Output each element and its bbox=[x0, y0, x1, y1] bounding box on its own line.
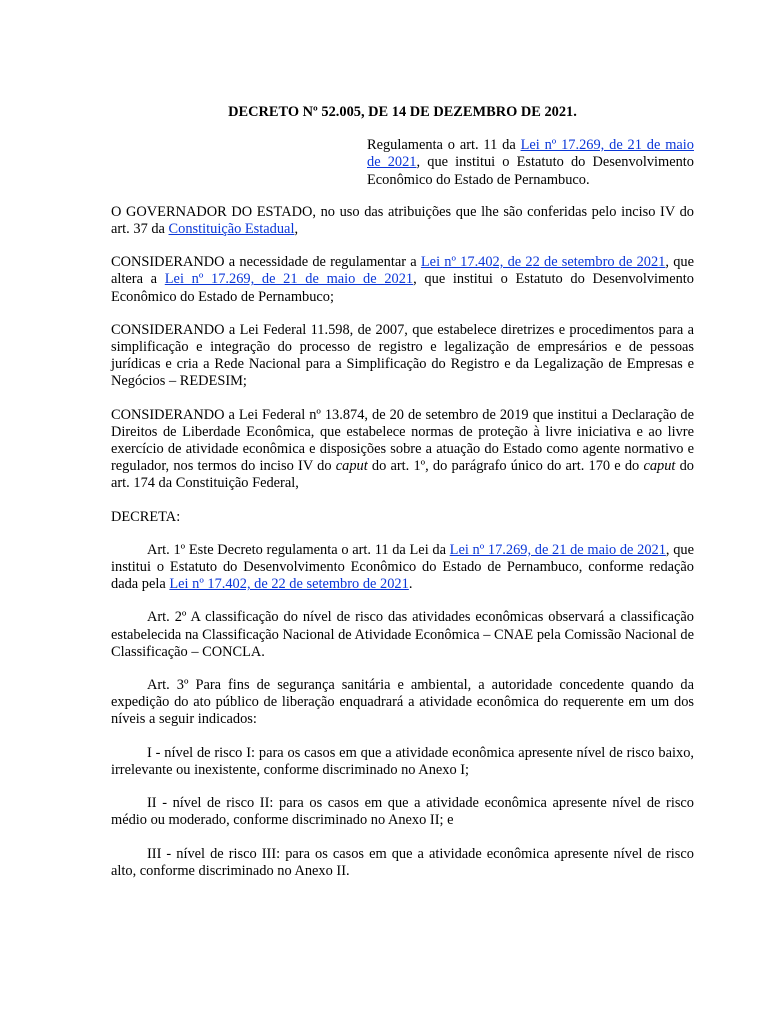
decree-title: DECRETO Nº 52.005, DE 14 DE DEZEMBRO DE 2021. bbox=[228, 104, 577, 120]
link-lei-17269[interactable]: Lei nº 17.269, de 21 de maio de 2021 bbox=[449, 541, 666, 558]
considerando-1-end: , que institui o Estatuto do Desenvolvimento Econômico do Estado de Pernambuco; bbox=[111, 271, 694, 305]
considerando-3-end: do art. 174 da Constituição Federal, bbox=[111, 458, 695, 492]
link-lei-17269[interactable]: Lei nº 17.269, de 21 de maio de 2021 bbox=[164, 271, 414, 288]
article-1-mid: , que institui o Estatuto do Desenvolvimento Econômico do Estado de Pernambuco, conforme redação dada pela bbox=[111, 541, 694, 593]
article-3: Art. 3º Para fins de segurança sanitária e ambiental, a autoridade concedente quando da expedição do ato público de liberação enquadrará a atividade econômica do requerente em um dos níveis a seguir indicados: bbox=[111, 677, 694, 728]
summary-text: Regulamenta o art. 11 da bbox=[367, 137, 521, 154]
considerando-2: CONSIDERANDO a Lei Federal 11.598, de 2007, que estabelece diretrizes e procedimentos para a simplificação e integração do processo de registro e legalização de empresários e de pessoas jurídicas e cria a Rede Nacional para a Simplificação do Registro e da Legalização de Empresas e Negócios – REDESIM; bbox=[111, 321, 694, 390]
article-1-text: Art. 1º Este Decreto regulamenta o art. 11 da Lei da bbox=[147, 541, 450, 558]
article-1-end: . bbox=[408, 576, 413, 593]
preamble-text-end: , bbox=[294, 221, 299, 238]
considerando-1-mid: , que altera a bbox=[111, 254, 694, 288]
link-lei-17402[interactable]: Lei nº 17.402, de 22 de setembro de 2021 bbox=[420, 254, 666, 271]
considerando-1 bbox=[111, 254, 694, 306]
inciso-3: III - nível de risco III: para os casos em que a atividade econômica apresente nível de risco alto, conforme discriminado no Anexo II. bbox=[111, 845, 694, 879]
preamble bbox=[111, 204, 694, 238]
link-constituicao-estadual[interactable]: Constituição Estadual bbox=[168, 221, 295, 238]
article-1 bbox=[111, 542, 694, 594]
inciso-2: II - nível de risco II: para os casos em que a atividade econômica apresente nível de risco médio ou moderado, conforme discriminado no Anexo II; e bbox=[111, 795, 694, 829]
caput-italic: caput bbox=[335, 458, 368, 475]
decree-summary bbox=[367, 137, 694, 189]
summary-text-end: , que institui o Estatuto do Desenvolvimento Econômico do Estado de Pernambuco. bbox=[367, 154, 694, 188]
inciso-1: I - nível de risco I: para os casos em que a atividade econômica apresente nível de risco baixo, irrelevante ou inexistente, conforme discriminado no Anexo I; bbox=[111, 744, 694, 778]
caput-italic: caput bbox=[643, 458, 676, 475]
considerando-1-text: CONSIDERANDO a necessidade de regulamentar a bbox=[111, 254, 421, 271]
link-lei-17269[interactable]: Lei nº 17.269, de 21 de maio de 2021 bbox=[367, 137, 694, 171]
considerando-3 bbox=[111, 407, 694, 493]
considerando-3-text: CONSIDERANDO a Lei Federal nº 13.874, de 20 de setembro de 2019 que institui a Declaração de Direitos de Liberdade Econômica, que estabelece normas de proteção à livre iniciativa e ao livre exercício de atividade econômica e disposições sobre a atuação do Estado como agente normativo e regulador, nos termos do inciso IV do bbox=[111, 406, 694, 475]
preamble-text: O GOVERNADOR DO ESTADO, no uso das atribuições que lhe são conferidas pelo inciso IV do art. 37 da bbox=[111, 203, 694, 238]
considerando-3-mid: do art. 1º, do parágrafo único do art. 170 e do bbox=[367, 458, 644, 475]
decreta-heading: DECRETA: bbox=[111, 508, 181, 525]
article-2: Art. 2º A classificação do nível de risco das atividades econômicas observará a classificação estabelecida na Classificação Nacional de Atividade Econômica – CNAE pela Comissão Nacional de Classificação – CONCLA. bbox=[111, 609, 694, 660]
document-page bbox=[111, 104, 694, 896]
link-lei-17402[interactable]: Lei nº 17.402, de 22 de setembro de 2021 bbox=[169, 576, 409, 593]
